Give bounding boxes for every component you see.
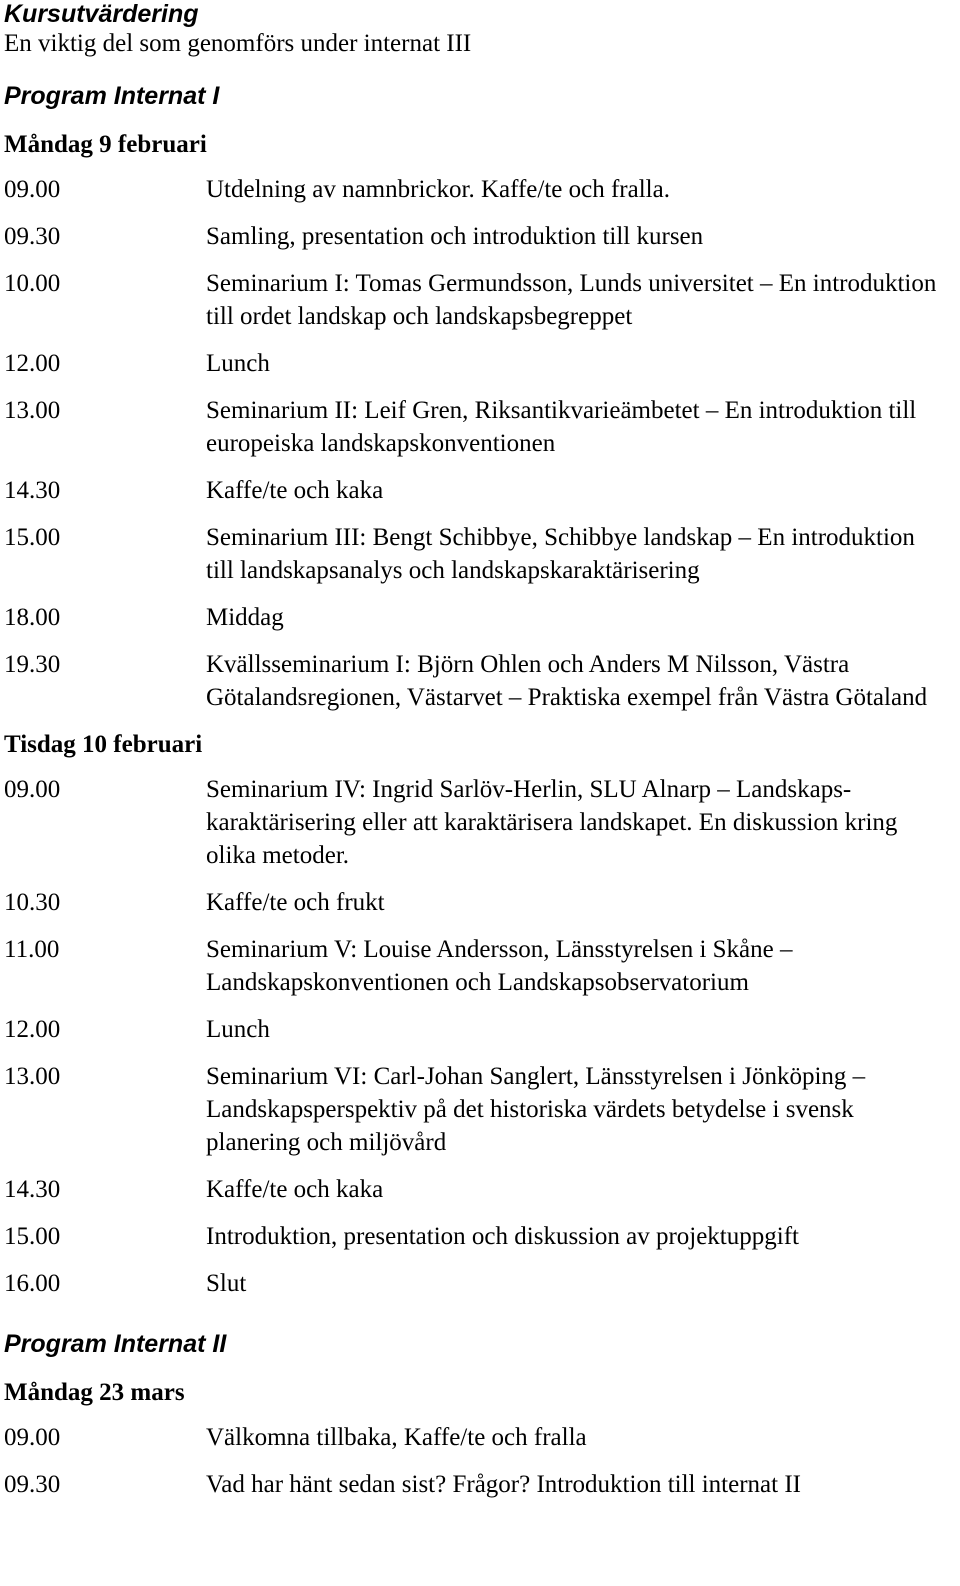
document-subtitle: En viktig del som genomförs under internat III — [4, 30, 472, 57]
schedule-description: Välkomna tillbaka, Kaffe/te och fralla — [206, 1424, 587, 1451]
schedule-time: 13.00 — [4, 397, 61, 424]
schedule-description: Utdelning av namnbrickor. Kaffe/te och fralla. — [206, 176, 670, 203]
schedule-time: 09.00 — [4, 1424, 61, 1451]
schedule-description: Kaffe/te och frukt — [206, 889, 385, 916]
schedule-row — [4, 267, 960, 333]
schedule-row — [4, 773, 960, 872]
schedule-time: 11.00 — [4, 936, 60, 963]
schedule-row — [4, 474, 960, 507]
program-heading: Program Internat II — [4, 1330, 227, 1358]
schedule-description: Kaffe/te och kaka — [206, 1176, 384, 1203]
schedule-time: 15.00 — [4, 524, 61, 551]
schedule-time: 10.30 — [4, 889, 61, 916]
schedule-description: Lunch — [206, 350, 270, 377]
schedule-time: 09.30 — [4, 1471, 61, 1498]
schedule-time: 19.30 — [4, 651, 61, 678]
schedule-description: Introduktion, presentation och diskussion av projektuppgift — [206, 1223, 799, 1250]
schedule-row — [4, 933, 960, 999]
schedule-description: Kaffe/te och kaka — [206, 477, 384, 504]
schedule-row — [4, 394, 960, 460]
day-heading: Måndag 23 mars — [4, 1379, 185, 1406]
schedule-time: 09.30 — [4, 223, 61, 250]
schedule-description: Seminarium I: Tomas Germundsson, Lunds universitet – En introduktion till ordet landskap och landskapsbegreppet — [206, 270, 937, 330]
schedule-row — [4, 886, 960, 919]
schedule-row — [4, 1220, 960, 1253]
schedule-description: Seminarium IV: Ingrid Sarlöv-Herlin, SLU Alnarp – Landskaps-karaktärisering eller att karaktärisera landskapet. En diskussion kring olika metoder. — [206, 776, 898, 869]
schedule-time: 13.00 — [4, 1063, 61, 1090]
schedule-time: 14.30 — [4, 1176, 61, 1203]
schedule-row — [4, 1013, 960, 1046]
schedule-row — [4, 1468, 960, 1501]
day-heading: Måndag 9 februari — [4, 131, 207, 158]
schedule-description: Seminarium V: Louise Andersson, Länsstyrelsen i Skåne – Landskapskonventionen och Landskapsobservatorium — [206, 936, 793, 996]
schedule-time: 14.30 — [4, 477, 61, 504]
schedule-description: Vad har hänt sedan sist? Frågor? Introduktion till internat II — [206, 1471, 801, 1498]
schedule-description: Slut — [206, 1270, 247, 1297]
schedule-row — [4, 1421, 960, 1454]
schedule-row — [4, 648, 960, 714]
schedule-time: 12.00 — [4, 1016, 61, 1043]
day-heading: Tisdag 10 februari — [4, 731, 203, 758]
schedule-row — [4, 1267, 960, 1300]
schedule-time: 10.00 — [4, 270, 61, 297]
programs-container — [4, 80, 960, 1501]
schedule-row — [4, 173, 960, 206]
schedule-time: 18.00 — [4, 604, 61, 631]
program-heading: Program Internat I — [4, 82, 220, 110]
schedule-row — [4, 347, 960, 380]
schedule-row — [4, 1173, 960, 1206]
schedule-description: Lunch — [206, 1016, 270, 1043]
document-title: Kursutvärdering — [4, 0, 199, 28]
schedule-time: 09.00 — [4, 776, 61, 803]
schedule-description: Seminarium II: Leif Gren, Riksantikvarieämbetet – En introduktion till europeiska landskapskonventionen — [206, 397, 917, 457]
schedule-row — [4, 601, 960, 634]
schedule-time: 12.00 — [4, 350, 61, 377]
schedule-description: Kvällsseminarium I: Björn Ohlen och Anders M Nilsson, Västra Götalandsregionen, Västarvet – Praktiska exempel från Västra Götaland — [206, 651, 928, 711]
schedule-row — [4, 521, 960, 587]
schedule-description: Seminarium VI: Carl-Johan Sanglert, Länsstyrelsen i Jönköping – Landskapsperspektiv på det historiska värdets betydelse i svensk planering och miljövård — [206, 1063, 866, 1156]
schedule-description: Seminarium III: Bengt Schibbye, Schibbye landskap – En introduktion till landskapsanalys och landskapskaraktärisering — [206, 524, 915, 584]
schedule-row — [4, 1060, 960, 1159]
schedule-time: 15.00 — [4, 1223, 61, 1250]
schedule-description: Middag — [206, 604, 284, 631]
schedule-row — [4, 220, 960, 253]
schedule-time: 09.00 — [4, 176, 61, 203]
schedule-time: 16.00 — [4, 1270, 61, 1297]
schedule-description: Samling, presentation och introduktion till kursen — [206, 223, 704, 250]
